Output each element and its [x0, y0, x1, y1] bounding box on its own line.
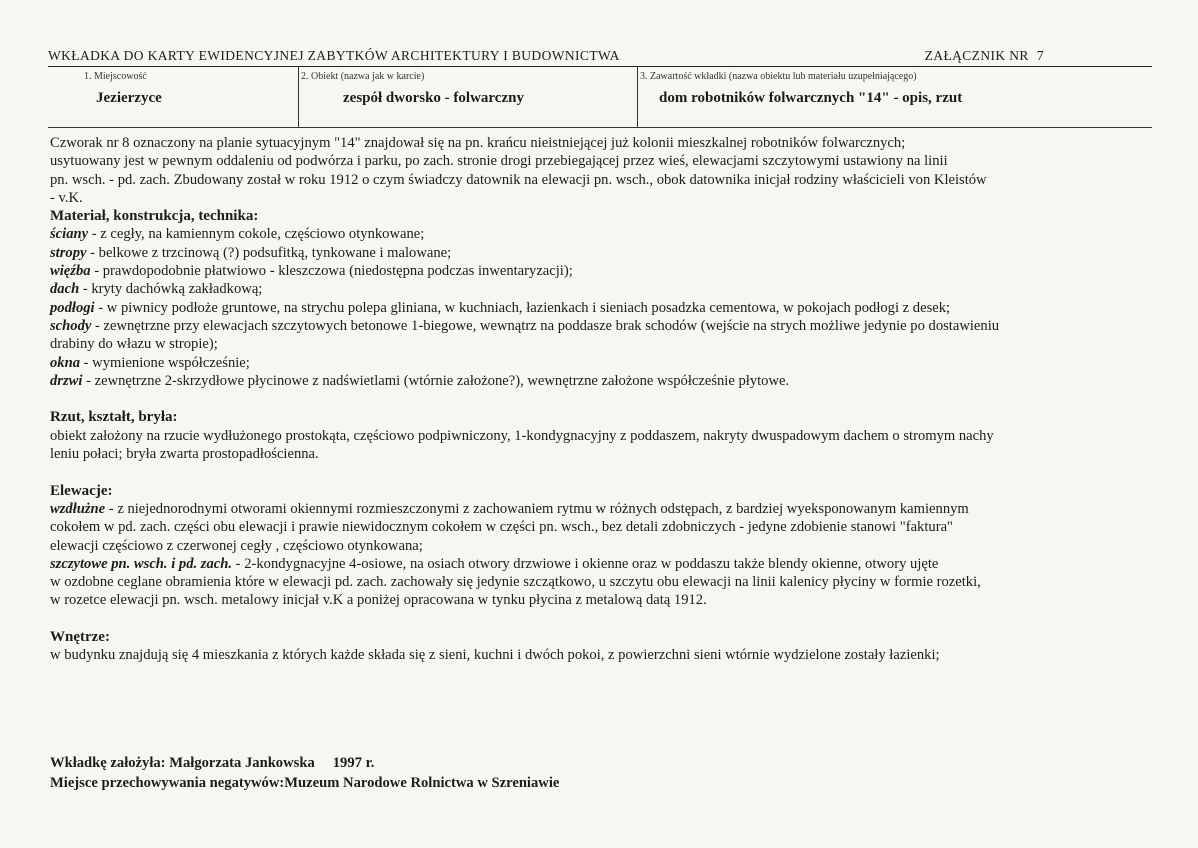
elevation-item-long-cont: cokołem w pd. zach. części obu elewacji i prawie niewidocznym cokołem w części pn. wsch., bez detali zdobniczych - jedyne zdobienie stanowi "faktura"	[50, 519, 954, 536]
field-location	[48, 67, 298, 127]
item-text: - w piwnicy podłoże gruntowe, na strychu polepa gliniana, w kuchniach, łazienkach i sieniach posadzka cementowa, w pokojach podłogi z desek;	[94, 299, 951, 316]
negatives-label: Miejsce przechowywania negatywów:	[50, 775, 285, 791]
intro-line: usytuowany jest w pewnym oddaleniu od podwórza i parku, po zach. stronie drogi przebiegającej przez wieś, elewacjami szczytowymi ustawiony na linii	[50, 153, 948, 170]
item-term: okna	[50, 354, 81, 371]
annex-value: 7	[1036, 48, 1044, 63]
elevation-item-long	[50, 500, 1160, 518]
author-year: 1997 r.	[332, 755, 375, 771]
item-text: - belkowe z trzcinową (?) podsufitką, tynkowane i malowane;	[86, 244, 452, 261]
item-term: dach	[50, 281, 80, 298]
author-label: Wkładkę założyła:	[50, 755, 166, 771]
item-term: ściany	[50, 226, 89, 243]
field-contents-value: dom robotników folwarcznych "14" - opis, rzut	[659, 90, 963, 106]
elevation-item-gable	[50, 555, 1160, 573]
field-contents-label: 3. Zawartość wkładki (nazwa obiektu lub materiału uzupełniającego)	[640, 71, 917, 82]
section-heading-material: Materiał, konstrukcja, technika:	[50, 208, 259, 225]
item-term: podłogi	[50, 299, 95, 316]
item-text: - 2-kondygnacyjne 4-osiowe, na osiach otwory drzwiowe i okienne oraz w poddaszu także blendy okienne, otwory ujęte	[232, 555, 939, 572]
elevation-item-gable-cont: w ozdobne ceglane obramienia które w elewacji pd. zach. zachowały się jedynie szczątkowo, u szczytu obu elewacji na linii kalenicy płyciny w formie rozetki,	[50, 574, 981, 591]
material-item-floors	[50, 299, 1160, 317]
interior-line: w budynku znajdują się 4 mieszkania z których każde składa się z sieni, kuchni i dwóch pokoi, z powierzchni sieni wtórnie wydzielone zostały łazienki;	[50, 647, 940, 664]
item-term: więźba	[50, 263, 91, 280]
author-line	[50, 753, 1050, 773]
item-text: - z niejednorodnymi otworami okiennymi rozmieszczonymi z zachowaniem rytmu w różnych odstępach, z bardziej wyeksponowanym kamiennym	[105, 500, 969, 517]
material-item-truss	[50, 262, 1160, 280]
item-term: schody	[50, 317, 92, 334]
field-object-label: 2. Obiekt (nazwa jak w karcie)	[301, 71, 425, 82]
item-text: - z cegły, na kamiennym cokole, częściowo otynkowane;	[88, 226, 425, 243]
item-text: - wymienione współcześnie;	[80, 354, 250, 371]
annex-number	[925, 48, 1044, 64]
item-text: - prawdopodobnie płatwiowo - kleszczowa (niedostępna podczas inwentaryzacji);	[90, 263, 573, 280]
elevation-item-gable-cont: w rozetce elewacji pn. wsch. metalowy inicjał v.K a poniżej opracowana w tynku płycina z metalową datą 1912.	[50, 592, 707, 609]
section-heading-interior: Wnętrze:	[50, 629, 110, 646]
material-item-stairs	[50, 317, 1160, 335]
elevation-item-long-cont: elewacji częściowo z czerwonej cegły , częściowo otynkowana;	[50, 537, 423, 554]
plan-line: obiekt założony na rzucie wydłużonego prostokąta, częściowo podpiwniczony, 1-kondygnacyjny z poddaszem, nakryty dwuspadowym dachem o stromym nachy	[50, 427, 994, 444]
field-location-label: 1. Miejscowość	[84, 71, 147, 82]
material-item-doors	[50, 372, 1160, 390]
form-fields	[48, 67, 1152, 127]
document-footer	[50, 753, 1050, 793]
negatives-place: Muzeum Narodowe Rolnictwa w Szreniawie	[284, 775, 560, 791]
document-header	[48, 46, 1150, 66]
item-term: drzwi	[50, 372, 83, 389]
field-object-value: zespół dworsko - folwarczny	[343, 90, 524, 106]
fields-rule	[48, 127, 1152, 128]
item-term: szczytowe pn. wsch. i pd. zach.	[50, 555, 233, 572]
material-item-walls	[50, 225, 1160, 243]
item-text: - zewnętrzne przy elewacjach szczytowych betonowe 1-biegowe, wewnątrz na poddasze brak schodów (wejście na strych możliwe jedynie po dostawieniu	[91, 317, 1000, 334]
document-body	[50, 134, 1160, 665]
author-name: Małgorzata Jankowska	[169, 755, 315, 771]
field-object	[298, 67, 638, 127]
material-item-ceilings	[50, 244, 1160, 262]
section-heading-elevations: Elewacje:	[50, 482, 113, 499]
item-term: wzdłużne	[50, 500, 106, 517]
item-term: stropy	[50, 244, 87, 261]
intro-line: Czworak nr 8 oznaczony na planie sytuacyjnym "14" znajdował się na pn. krańcu nieistniejącej już kolonii mieszkalnej robotników folwarcznych;	[50, 135, 906, 151]
plan-line: leniu połaci; bryła zwarta prostopadłościenna.	[50, 446, 319, 463]
material-item-stairs-cont: drabiny do włazu w stropie);	[50, 336, 218, 353]
spacer	[50, 463, 1160, 481]
spacer	[50, 610, 1160, 628]
material-item-windows	[50, 354, 1160, 372]
negatives-line	[50, 773, 1050, 793]
document-title: WKŁADKA DO KARTY EWIDENCYJNEJ ZABYTKÓW ARCHITEKTURY I BUDOWNICTWA	[48, 48, 620, 63]
spacer	[50, 390, 1160, 408]
material-item-roof	[50, 280, 1160, 298]
intro-line: pn. wsch. - pd. zach. Zbudowany został w roku 1912 o czym świadczy datownik na elewacji pn. wsch., obok datownika inicjał rodziny właścicieli von Kleistów	[50, 171, 987, 188]
section-heading-plan: Rzut, kształt, bryła:	[50, 409, 178, 426]
annex-label: ZAŁĄCZNIK NR	[924, 48, 1029, 63]
item-text: - kryty dachówką zakładkową;	[79, 281, 263, 298]
field-contents	[637, 67, 1153, 127]
field-location-value: Jezierzyce	[96, 90, 162, 106]
intro-line: - v.K.	[50, 189, 83, 206]
item-text: - zewnętrzne 2-skrzydłowe płycinowe z nadświetlami (wtórnie założone?), wewnętrzne założone współcześnie płytowe.	[82, 372, 790, 389]
